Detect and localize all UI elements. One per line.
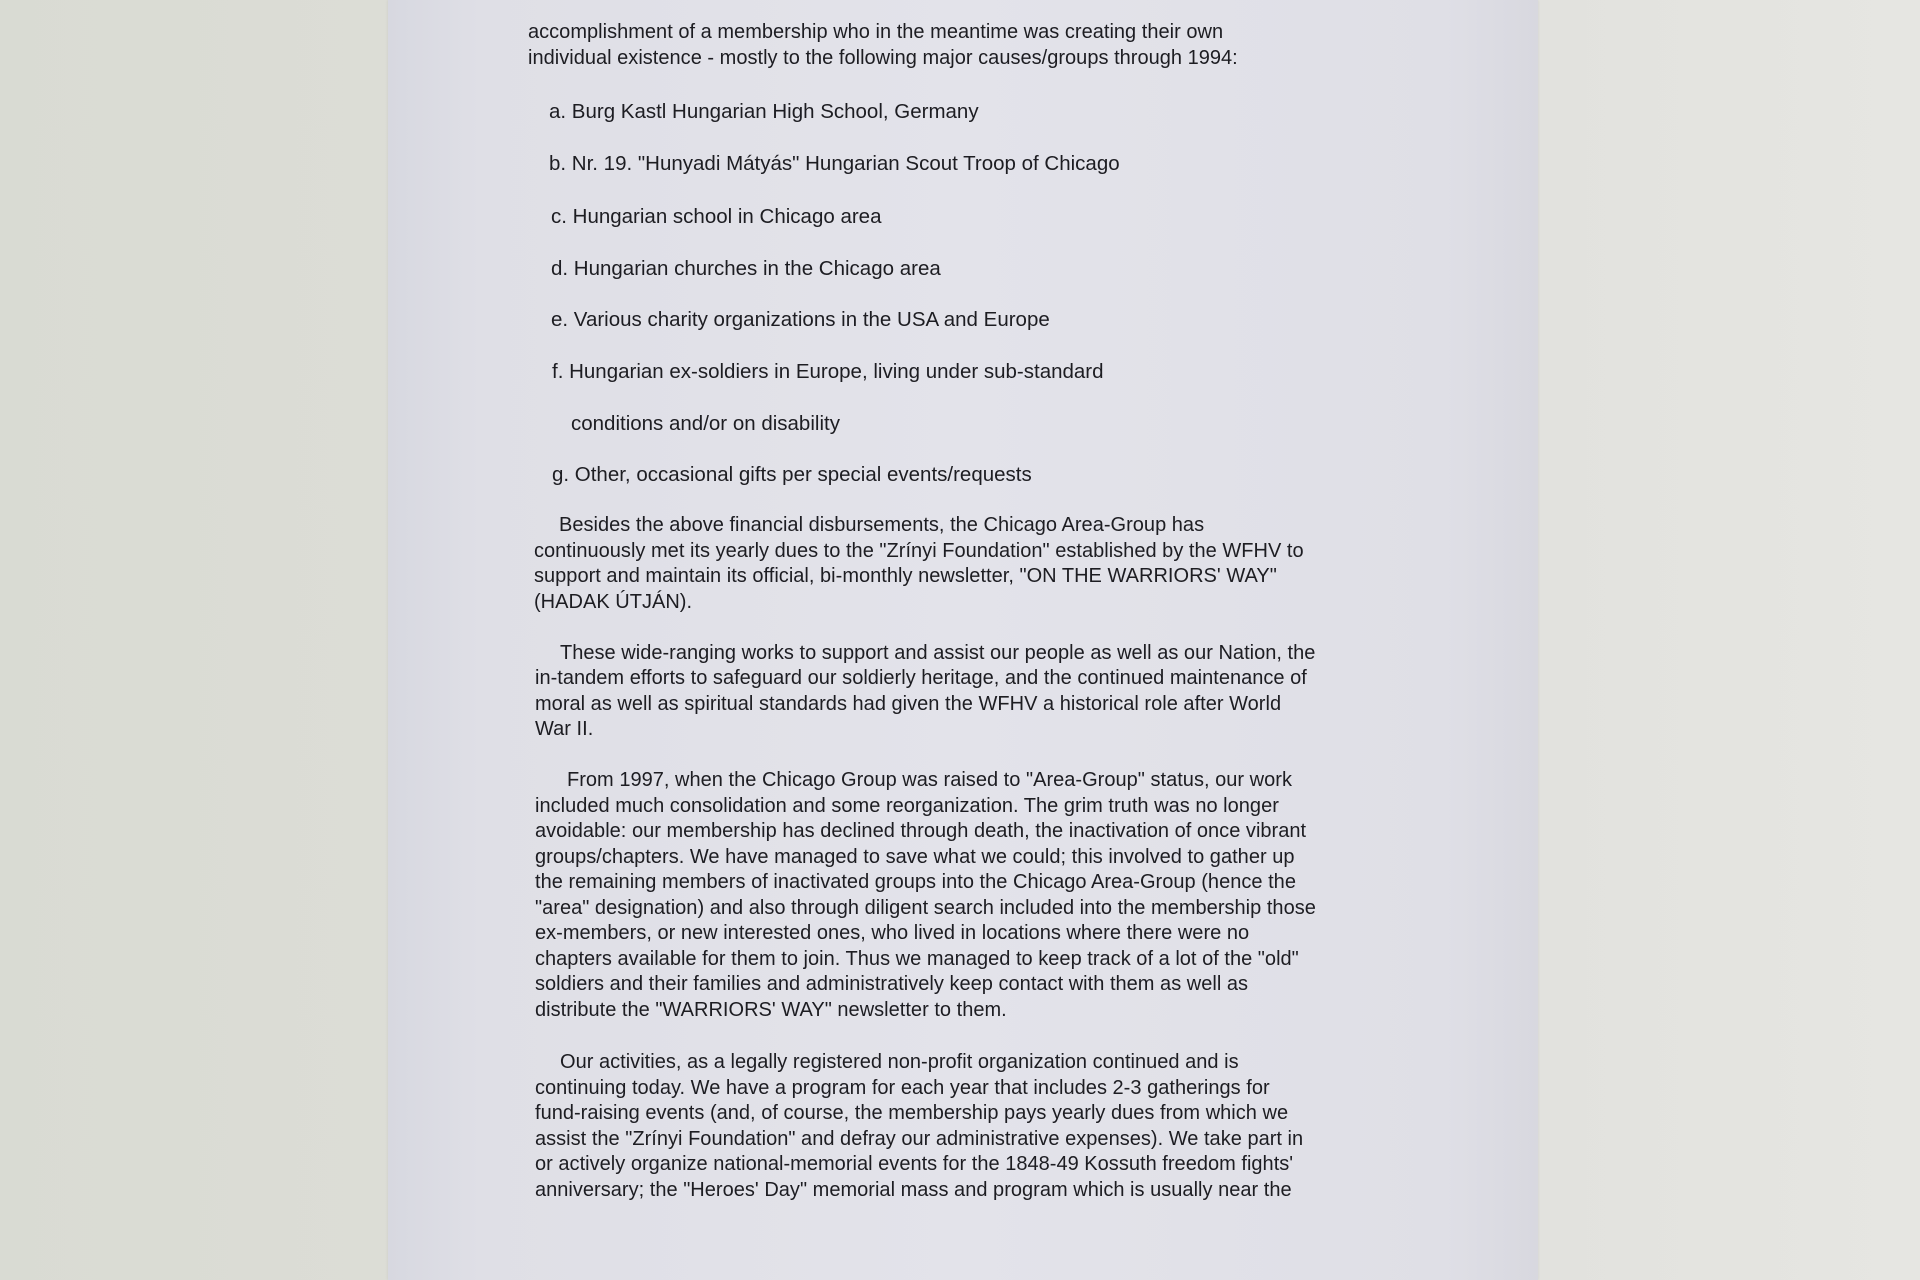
paragraph-line: anniversary; the "Heroes' Day" memorial mass and program which is usually near the bbox=[535, 1179, 1292, 1201]
list-item-continuation: conditions and/or on disability bbox=[571, 412, 840, 435]
paragraph-line: assist the "Zrínyi Foundation" and defray our administrative expenses). We take part in bbox=[535, 1128, 1304, 1150]
intro-line: individual existence - mostly to the following major causes/groups through 1994: bbox=[528, 47, 1238, 69]
list-item: b. Nr. 19. "Hunyadi Mátyás" Hungarian Scout Troop of Chicago bbox=[549, 152, 1120, 175]
paragraph-line: the remaining members of inactivated groups into the Chicago Area-Group (hence the bbox=[535, 871, 1296, 893]
paragraph-line: continuing today. We have a program for each year that includes 2-3 gatherings for bbox=[535, 1077, 1270, 1099]
paragraph-line: "area" designation) and also through diligent search included into the membership those bbox=[535, 897, 1316, 919]
list-item: c. Hungarian school in Chicago area bbox=[551, 205, 882, 228]
list-item: f. Hungarian ex-soldiers in Europe, living under sub-standard bbox=[552, 360, 1104, 383]
paragraph-line: fund-raising events (and, of course, the membership pays yearly dues from which we bbox=[535, 1102, 1289, 1124]
paragraph-line: distribute the "WARRIORS' WAY" newsletter to them. bbox=[535, 999, 1007, 1021]
paragraph-line: groups/chapters. We have managed to save what we could; this involved to gather up bbox=[535, 846, 1295, 868]
paragraph-line: War II. bbox=[535, 718, 594, 740]
paragraph-line: included much consolidation and some reorganization. The grim truth was no longer bbox=[535, 795, 1279, 817]
paragraph-line: in-tandem efforts to safeguard our soldierly heritage, and the continued maintenance of bbox=[535, 667, 1307, 689]
paragraph-line: support and maintain its official, bi-monthly newsletter, "ON THE WARRIORS' WAY" bbox=[534, 565, 1277, 587]
background-right bbox=[1536, 0, 1920, 1280]
list-item: d. Hungarian churches in the Chicago area bbox=[551, 257, 941, 280]
paragraph-line: chapters available for them to join. Thus we managed to keep track of a lot of the "old" bbox=[535, 948, 1299, 970]
paragraph-line: ex-members, or new interested ones, who lived in locations where there were no bbox=[535, 922, 1250, 944]
paragraph-line: or actively organize national-memorial events for the 1848-49 Kossuth freedom fights' bbox=[535, 1153, 1294, 1175]
list-item: a. Burg Kastl Hungarian High School, Germany bbox=[549, 100, 979, 123]
intro-line: accomplishment of a membership who in the meantime was creating their own bbox=[528, 21, 1224, 43]
paragraph-line: continuously met its yearly dues to the "Zrínyi Foundation" established by the WFHV to bbox=[534, 540, 1304, 562]
paragraph-line: soldiers and their families and administratively keep contact with them as well as bbox=[535, 973, 1249, 995]
paragraph-line: (HADAK ÚTJÁN). bbox=[534, 591, 693, 613]
paragraph-line: moral as well as spiritual standards had given the WFHV a historical role after World bbox=[535, 693, 1282, 715]
paragraph-line: avoidable: our membership has declined through death, the inactivation of once vibrant bbox=[535, 820, 1307, 842]
paragraph-line: These wide-ranging works to support and assist our people as well as our Nation, the bbox=[560, 642, 1316, 664]
list-item: e. Various charity organizations in the USA and Europe bbox=[551, 308, 1050, 331]
paragraph-line: Our activities, as a legally registered non-profit organization continued and is bbox=[560, 1051, 1239, 1073]
paragraph-line: Besides the above financial disbursements, the Chicago Area-Group has bbox=[559, 514, 1205, 536]
paragraph-line: From 1997, when the Chicago Group was raised to "Area-Group" status, our work bbox=[567, 769, 1292, 791]
list-item: g. Other, occasional gifts per special events/requests bbox=[552, 463, 1032, 486]
